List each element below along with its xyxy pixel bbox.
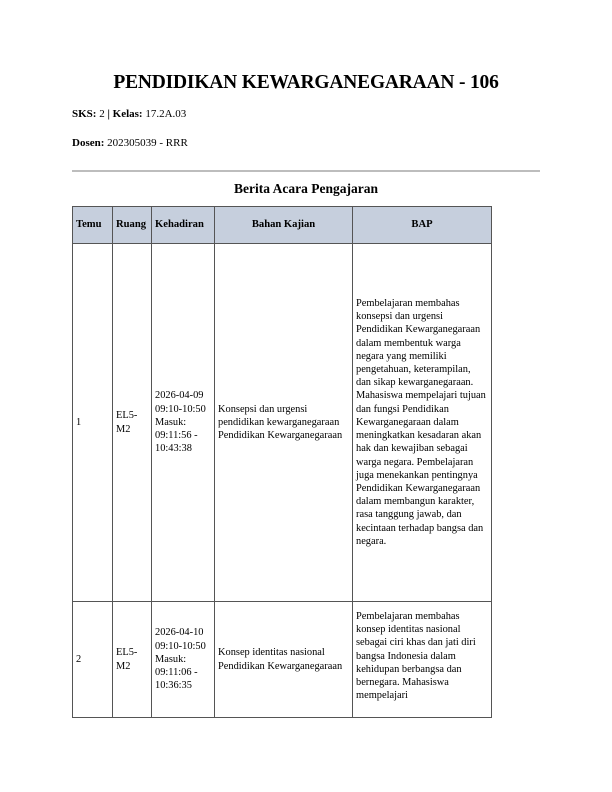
cell-ruang: EL5-M2 bbox=[113, 244, 152, 602]
cell-kehadiran: 2026-04-10 09:10-10:50 Masuk: 09:11:06 - 10:36:35 bbox=[152, 602, 215, 718]
section-caption: Berita Acara Pengajaran bbox=[234, 181, 378, 196]
kelas-label: Kelas: bbox=[112, 108, 143, 120]
header-bahan-kajian: Bahan Kajian bbox=[215, 207, 353, 244]
cell-kehadiran: 2026-04-09 09:10-10:50 Masuk: 09:11:56 - 10:43:38 bbox=[152, 244, 215, 602]
cell-bap: Pembelajaran membahas konsepsi dan urgensi Pendidikan Kewarganegaraan dalam membentuk warga negara yang memiliki pengetahuan, keterampilan, dan sikap kewarganegaraan. Mahasiswa mempelajari tujuan dan fungsi Pendidikan Kewarganegaraan dalam meningkatkan kesadaran akan hak dan kewajiban sebagai warga negara. Pembelajaran juga menekankan pentingnya Pendidikan Kewarganegaraan dalam membangun karakter, rasa tanggung jawab, dan kecintaan terhadap bangsa dan negara. bbox=[353, 244, 492, 602]
cell-temu: 1 bbox=[73, 244, 113, 602]
header-ruang: Ruang bbox=[113, 207, 152, 244]
table-row bbox=[73, 244, 492, 602]
table-header-row bbox=[73, 207, 492, 244]
sks-label: SKS: bbox=[72, 108, 97, 120]
cell-temu: 2 bbox=[73, 602, 113, 718]
cell-bahan-kajian: Konsep identitas nasional Pendidikan Kewarganegaraan bbox=[215, 602, 353, 718]
cell-bap: Pembelajaran membahas konsep identitas nasional sebagai ciri khas dan jati diri bangsa Indonesia dalam kehidupan berbangsa dan bernegara. Mahasiswa mempelajari bbox=[353, 602, 492, 718]
header-bap: BAP bbox=[353, 207, 492, 244]
divider bbox=[72, 170, 540, 172]
dosen-value: 202305039 - RRR bbox=[107, 137, 188, 149]
kelas-value: 17.2A.03 bbox=[145, 108, 187, 120]
cell-ruang: EL5-M2 bbox=[113, 602, 152, 718]
lecturer-line bbox=[72, 137, 188, 149]
course-meta-line bbox=[72, 108, 186, 120]
table-row bbox=[73, 602, 492, 718]
sks-value: 2 bbox=[99, 108, 105, 120]
header-kehadiran: Kehadiran bbox=[152, 207, 215, 244]
cell-bahan-kajian: Konsepsi dan urgensi pendidikan kewarganegaraan Pendidikan Kewarganegaraan bbox=[215, 244, 353, 602]
meta-separator: | bbox=[107, 108, 110, 120]
teaching-report-table bbox=[72, 206, 492, 718]
dosen-label: Dosen: bbox=[72, 137, 105, 149]
page-title: PENDIDIKAN KEWARGANEGARAAN - 106 bbox=[113, 72, 499, 93]
header-temu: Temu bbox=[73, 207, 113, 244]
